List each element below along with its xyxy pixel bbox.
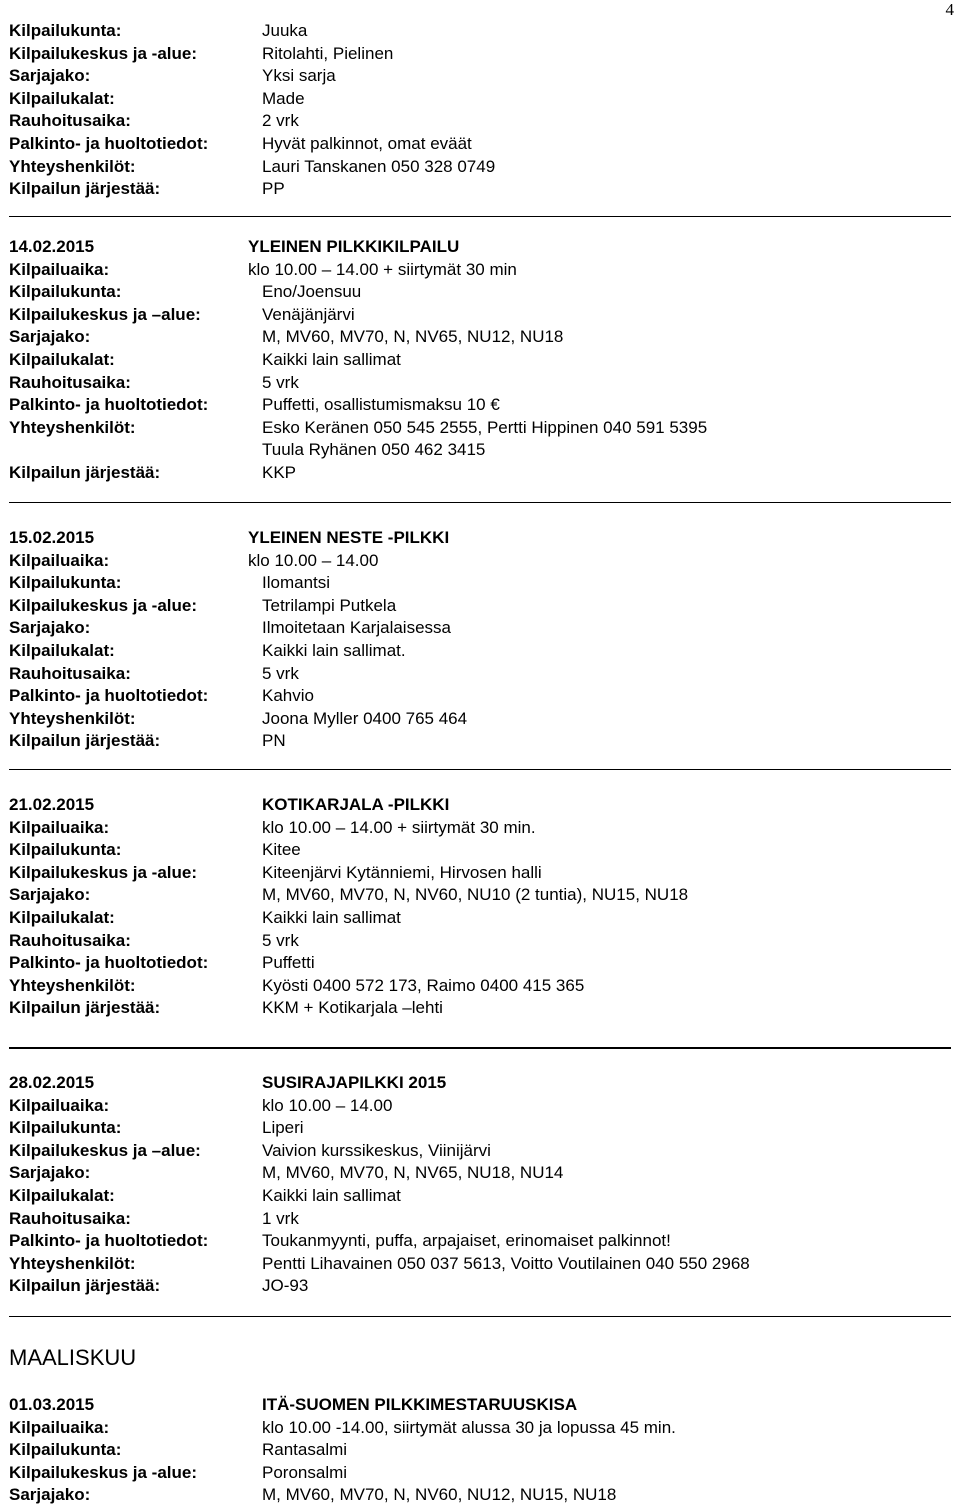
info-row <box>0 1140 960 1163</box>
event-date: 14.02.2015 <box>9 237 95 256</box>
info-row <box>0 88 960 111</box>
event-date: 01.03.2015 <box>9 1395 95 1414</box>
event-header <box>0 1072 960 1095</box>
field-value: Hyvät palkinnot, omat eväät <box>262 133 472 153</box>
field-value: Ilmoitetaan Karjalaisessa <box>262 618 451 638</box>
field-value: Lauri Tanskanen 050 328 0749 <box>262 156 496 176</box>
event-block-rantasalmi <box>0 1394 960 1507</box>
field-value: Rantasalmi <box>262 1440 348 1460</box>
field-value: Kitee <box>262 840 301 860</box>
info-row <box>0 862 960 885</box>
info-row <box>0 1162 960 1185</box>
info-row <box>0 372 960 395</box>
field-value: Eno/Joensuu <box>262 282 362 302</box>
field-label: Rauhoitusaika: <box>9 372 131 392</box>
info-row <box>0 133 960 156</box>
info-row <box>0 1230 960 1253</box>
field-label: Yhteyshenkilöt: <box>9 417 136 437</box>
info-row <box>0 281 960 304</box>
field-value: Esko Keränen 050 545 2555, Pertti Hippinen 040 591 5395 <box>262 417 708 437</box>
info-row <box>0 817 960 840</box>
field-value: 2 vrk <box>262 111 299 131</box>
field-label: Kilpailun järjestää: <box>9 179 161 199</box>
info-row <box>0 462 960 485</box>
field-label: Kilpailukunta: <box>9 840 122 860</box>
field-label: Kilpailukalat: <box>9 907 115 927</box>
field-value: M, MV60, MV70, N, NV60, NU10 (2 tuntia), NU15, NU18 <box>262 885 689 905</box>
field-value: 5 vrk <box>262 372 299 392</box>
field-value: Pentti Lihavainen 050 037 5613, Voitto Voutilainen 040 550 2968 <box>262 1253 750 1273</box>
info-row <box>0 930 960 953</box>
field-label: Sarjajako: <box>9 618 91 638</box>
field-value: klo 10.00 -14.00, siirtymät alussa 30 ja lopussa 45 min. <box>262 1417 676 1437</box>
separator-rule <box>9 216 951 217</box>
info-row <box>0 156 960 179</box>
event-title: SUSIRAJAPILKKI 2015 <box>262 1073 447 1092</box>
event-block-ilomantsi <box>0 527 960 753</box>
field-label: Kilpailuaika: <box>9 550 110 570</box>
info-row <box>0 595 960 618</box>
field-value: KKM + Kotikarjala –lehti <box>262 998 443 1018</box>
field-value: Joona Myller 0400 765 464 <box>262 708 468 728</box>
field-label: Kilpailukalat: <box>9 1185 115 1205</box>
field-value: Kaikki lain sallimat <box>262 349 401 369</box>
field-value: KKP <box>262 462 297 482</box>
info-row <box>0 439 960 462</box>
info-row <box>0 550 960 573</box>
event-header <box>0 527 960 550</box>
field-label: Kilpailuaika: <box>9 817 110 837</box>
field-value: Ilomantsi <box>262 573 331 593</box>
field-value: Kahvio <box>262 686 314 706</box>
info-row <box>0 730 960 753</box>
info-row <box>0 708 960 731</box>
field-value: Ritolahti, Pielinen <box>262 43 394 63</box>
event-date: 28.02.2015 <box>9 1073 95 1092</box>
field-value: 5 vrk <box>262 930 299 950</box>
info-row <box>0 975 960 998</box>
month-heading: MAALISKUU <box>9 1345 137 1370</box>
separator-rule <box>9 502 951 503</box>
field-value: klo 10.00 – 14.00 <box>248 550 379 570</box>
field-value: klo 10.00 – 14.00 <box>262 1095 393 1115</box>
field-label: Kilpailun järjestää: <box>9 731 161 751</box>
field-label: Sarjajako: <box>9 885 91 905</box>
field-label: Palkinto- ja huoltotiedot: <box>9 395 209 415</box>
event-header <box>0 236 960 259</box>
event-title: ITÄ-SUOMEN PILKKIMESTARUUSKISA <box>262 1395 578 1414</box>
info-row <box>0 997 960 1020</box>
info-row <box>0 65 960 88</box>
field-label: Kilpailukalat: <box>9 349 115 369</box>
field-value: Kaikki lain sallimat <box>262 1185 401 1205</box>
field-label: Kilpailukeskus ja -alue: <box>9 595 198 615</box>
field-label: Kilpailukunta: <box>9 21 122 40</box>
info-row <box>0 417 960 440</box>
info-row <box>0 907 960 930</box>
info-row <box>0 1417 960 1440</box>
info-row <box>0 349 960 372</box>
info-row <box>0 110 960 133</box>
event-date: 21.02.2015 <box>9 795 95 814</box>
field-label: Kilpailukeskus ja -alue: <box>9 1462 198 1482</box>
page-number: 4 <box>945 0 954 19</box>
info-row <box>0 259 960 282</box>
field-value: JO-93 <box>262 1276 309 1296</box>
field-label: Kilpailukeskus ja –alue: <box>9 1140 201 1160</box>
info-row <box>0 1439 960 1462</box>
field-label: Kilpailuaika: <box>9 259 110 279</box>
event-block-eno <box>0 236 960 485</box>
field-value: Toukanmyynti, puffa, arpajaiset, erinomaiset palkinnot! <box>262 1231 671 1251</box>
field-value: Tetrilampi Putkela <box>262 595 397 615</box>
field-value: Yksi sarja <box>262 66 336 86</box>
separator-rule <box>9 769 951 770</box>
info-row <box>0 839 960 862</box>
event-block-kitee <box>0 794 960 1020</box>
info-row <box>0 1208 960 1231</box>
info-row <box>0 394 960 417</box>
info-row <box>0 572 960 595</box>
field-label: Kilpailukeskus ja –alue: <box>9 304 201 324</box>
info-row <box>0 304 960 327</box>
field-value: klo 10.00 – 14.00 + siirtymät 30 min <box>248 259 517 279</box>
event-title: YLEINEN NESTE -PILKKI <box>248 528 450 547</box>
field-label: Kilpailuaika: <box>9 1417 110 1437</box>
field-value: klo 10.00 – 14.00 + siirtymät 30 min. <box>262 817 536 837</box>
field-value: PN <box>262 731 286 751</box>
info-row <box>0 1253 960 1276</box>
info-row <box>0 663 960 686</box>
field-label: Sarjajako: <box>9 1163 91 1183</box>
field-value: Puffetti, osallistumismaksu 10 € <box>262 395 500 415</box>
separator-rule <box>9 1047 951 1049</box>
field-value: Kiteenjärvi Kytänniemi, Hirvosen halli <box>262 862 542 882</box>
separator-rule <box>9 1316 951 1317</box>
field-label: Palkinto- ja huoltotiedot: <box>9 133 209 153</box>
info-row <box>0 617 960 640</box>
field-value: M, MV60, MV70, N, NV65, NU18, NU14 <box>262 1163 564 1183</box>
info-row <box>0 178 960 201</box>
info-row <box>0 1185 960 1208</box>
field-label: Kilpailukunta: <box>9 282 122 302</box>
field-label: Rauhoitusaika: <box>9 111 131 131</box>
field-label: Yhteyshenkilöt: <box>9 975 136 995</box>
event-header <box>0 794 960 817</box>
field-value: M, MV60, MV70, N, NV65, NU12, NU18 <box>262 327 564 347</box>
info-row <box>0 685 960 708</box>
field-label: Palkinto- ja huoltotiedot: <box>9 1231 209 1251</box>
field-label: Palkinto- ja huoltotiedot: <box>9 953 209 973</box>
field-label: Kilpailukunta: <box>9 1118 122 1138</box>
field-value: Kyösti 0400 572 173, Raimo 0400 415 365 <box>262 975 585 995</box>
field-label: Rauhoitusaika: <box>9 930 131 950</box>
info-row <box>0 1117 960 1140</box>
field-label: Sarjajako: <box>9 1485 91 1505</box>
field-label: Rauhoitusaika: <box>9 1208 131 1228</box>
field-label: Kilpailun järjestää: <box>9 1276 161 1296</box>
field-value: Poronsalmi <box>262 1462 348 1482</box>
field-label: Kilpailun järjestää: <box>9 998 161 1018</box>
field-value: Tuula Ryhänen 050 462 3415 <box>262 440 486 460</box>
field-value: Vaivion kurssikeskus, Viinijärvi <box>262 1140 491 1160</box>
field-label: Kilpailukunta: <box>9 1440 122 1460</box>
field-label: Kilpailun järjestää: <box>9 462 161 482</box>
event-header <box>0 1394 960 1417</box>
event-title: YLEINEN PILKKIKILPAILU <box>248 237 460 256</box>
info-row <box>0 43 960 66</box>
field-value: Juuka <box>262 21 308 40</box>
field-value: Kaikki lain sallimat. <box>262 640 406 660</box>
info-row <box>0 326 960 349</box>
event-title: KOTIKARJALA -PILKKI <box>262 795 450 814</box>
field-label: Palkinto- ja huoltotiedot: <box>9 686 209 706</box>
info-row <box>0 640 960 663</box>
field-value: Puffetti <box>262 953 315 973</box>
field-label: Kilpailukunta: <box>9 573 122 593</box>
event-date: 15.02.2015 <box>9 528 95 547</box>
field-label: Kilpailukalat: <box>9 88 115 108</box>
info-row <box>0 1095 960 1118</box>
field-value: Made <box>262 88 305 108</box>
info-row <box>0 1275 960 1298</box>
field-label: Kilpailukalat: <box>9 640 115 660</box>
field-label: Kilpailuaika: <box>9 1095 110 1115</box>
field-label: Rauhoitusaika: <box>9 663 131 683</box>
info-row <box>0 884 960 907</box>
field-label: Sarjajako: <box>9 66 91 86</box>
field-value: Liperi <box>262 1118 304 1138</box>
field-value: Kaikki lain sallimat <box>262 907 401 927</box>
field-label: Yhteyshenkilöt: <box>9 708 136 728</box>
info-row <box>0 1462 960 1485</box>
field-value: 5 vrk <box>262 663 299 683</box>
field-value: M, MV60, MV70, N, NV60, NU12, NU15, NU18 <box>262 1485 617 1505</box>
field-value: PP <box>262 179 285 199</box>
field-label: Yhteyshenkilöt: <box>9 1253 136 1273</box>
info-row <box>0 20 960 43</box>
field-label: Yhteyshenkilöt: <box>9 156 136 176</box>
field-value: Venäjänjärvi <box>262 304 355 324</box>
event-block-juuka <box>0 20 960 201</box>
info-row <box>0 952 960 975</box>
field-label: Sarjajako: <box>9 327 91 347</box>
info-row <box>0 1484 960 1507</box>
field-label: Kilpailukeskus ja -alue: <box>9 43 198 63</box>
field-label: Kilpailukeskus ja -alue: <box>9 862 198 882</box>
event-block-liperi <box>0 1072 960 1298</box>
field-value: 1 vrk <box>262 1208 299 1228</box>
